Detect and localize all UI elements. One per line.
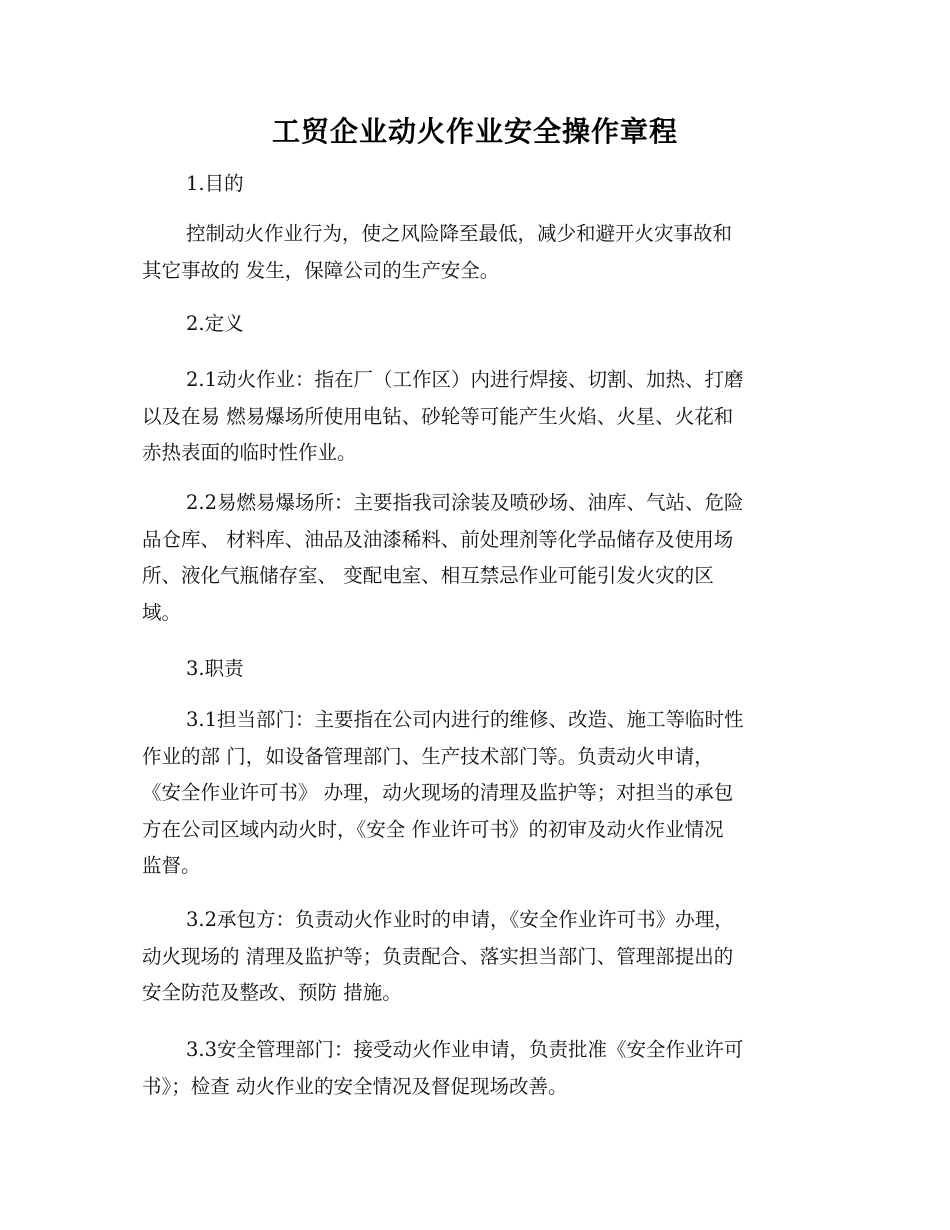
paragraph-line: 控制动火作业行为，使之风险降至最低，减少和避开火灾事故和 [186,222,733,245]
paragraph-safety-management [142,1032,810,1105]
paragraph-line: 2.2易燃易爆场所：主要指我司涂装及喷砂场、油库、气站、危险 [186,491,744,514]
paragraph-line: 以及在易 燃易爆场所使用电钻、砂轮等可能产生火焰、火星、火花和 [142,404,734,428]
paragraph-line: 所、液化气瓶储存室、 变配电室、相互禁忌作业可能引发火灾的区 [142,564,714,587]
paragraph-line: 品仓库、 材料库、油品及油漆稀料、前处理剂等化学品储存及使用场 [142,527,734,551]
paragraph-line: 赤热表面的临时性作业。 [142,441,357,464]
paragraph-line: 动火现场的 清理及监护等；负责配合、落实担当部门、管理部提出的 [142,944,734,968]
paragraph-line: 3.3安全管理部门：接受动火作业申请，负责批准《安全作业许可 [186,1038,744,1061]
section-heading-responsibilities [142,651,810,688]
paragraph-line: 监督。 [142,854,201,877]
paragraph-line: 安全防范及整改、预防 措施。 [142,981,402,1004]
section-heading-definition [142,306,810,343]
document-title: 工贸企业动火作业安全操作章程 [271,115,678,148]
paragraph-line: 书》；检查 动火作业的安全情况及督促现场改善。 [142,1074,568,1098]
paragraph-flammable-sites-definition [142,485,810,631]
paragraph-contractor [142,902,810,1012]
paragraph-line: 《安全作业许可书》 办理，动火现场的清理及监护等；对担当的承包 [142,781,734,804]
paragraph-line: 作业的部 门，如设备管理部门、生产技术部门等。负责动火申请， [142,744,714,768]
paragraph-line: 2.1动火作业：指在厂（工作区）内进行焊接、切割、加热、打磨 [186,368,744,391]
paragraph-line: 3.职责 [186,657,244,680]
paragraph-line: 3.2承包方：负责动火作业时的申请，《安全作业许可书》办理， [186,908,734,931]
paragraph-hot-work-definition [142,362,810,472]
paragraph-line: 其它事故的 发生，保障公司的生产安全。 [142,258,500,282]
section-heading-purpose [142,166,810,203]
paragraph-line: 2.定义 [186,312,244,335]
paragraph-line: 方在公司区域内动火时，《安全 作业许可书》的初审及动火作业情况 [142,817,724,841]
paragraph-purpose-body [142,216,810,289]
paragraph-line: 3.1担当部门：主要指在公司内进行的维修、改造、施工等临时性 [186,708,744,731]
paragraph-responsible-department [142,702,810,885]
paragraph-line: 域。 [142,600,182,624]
paragraph-line: 1.目的 [186,172,244,195]
